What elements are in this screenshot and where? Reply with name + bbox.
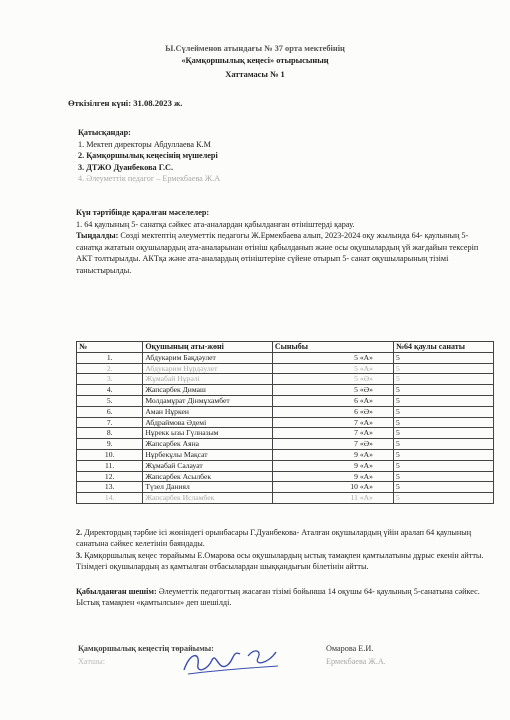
chair-name: Омарова Е.И. (326, 644, 374, 653)
table-row (77, 385, 494, 396)
row-number: 5. (77, 395, 143, 406)
decision-paragraph (76, 586, 500, 609)
row-number: 11. (77, 460, 143, 471)
student-category: 5 (393, 471, 493, 482)
student-category: 5 (393, 352, 493, 363)
students-table (76, 341, 494, 504)
student-class: 6 «Ә» (272, 406, 393, 417)
table-row (77, 449, 494, 460)
student-name: Жапсарбек Исламбек (143, 493, 273, 504)
paragraph-2-text: Директордың тәрбие ісі жөніндегі орынбасары Г.Дуанбекова- Аталған оқушылардың үйін аралап 64 қаулының санатына сәйкес келетінін баяндады. (76, 528, 472, 549)
student-category: 5 (393, 395, 493, 406)
table-row (77, 482, 494, 493)
table-row (77, 417, 494, 428)
student-name: Нұрекк ызы Гүлназым (143, 428, 273, 439)
heard-label: Тыңдалды: (76, 231, 119, 241)
decision-text: Әлеуметтік педагогтың жасаған тізімі бойынша 14 оқушы 64- қаулының 5-санатына сәйкес. Ыстық тамақпен «қамтылсын» деп шешілді. (76, 587, 480, 608)
table-row (77, 374, 494, 385)
secretary-name: Ермекбаева Ж.А. (326, 657, 386, 666)
student-class: 7 «А» (272, 417, 393, 428)
student-category: 5 (393, 449, 493, 460)
row-number: 6. (77, 406, 143, 417)
participants-section (78, 127, 220, 185)
student-name: Жұмабай Салауат (143, 460, 273, 471)
agenda-title: Күн тәртібінде қаралған мәселелер: (76, 208, 210, 217)
student-name: Жапсарбек Димаш (143, 385, 273, 396)
student-category: 5 (393, 439, 493, 450)
paragraph-2 (76, 527, 500, 550)
row-number: 14. (77, 493, 143, 504)
student-class: 10 «А» (272, 482, 393, 493)
row-number: 13. (77, 482, 143, 493)
table-row (77, 363, 494, 374)
student-name: Абдукарим Нұрдәулет (143, 363, 273, 374)
paragraph-3 (76, 550, 500, 573)
table-row (77, 493, 494, 504)
student-class: 9 «А» (272, 460, 393, 471)
paragraph-3-number: 3. (76, 551, 83, 560)
student-class: 9 «А» (272, 449, 393, 460)
student-class: 7 «Ә» (272, 439, 393, 450)
row-number: 9. (77, 439, 143, 450)
student-category: 5 (393, 482, 493, 493)
paragraph-3-text: Қамқоршылық кеңес төрайымы Е.Омарова осы оқушылардың ыстық тамақпен қамтылатыны дұрыс екенін айтты. Тізімдегі оқушылардың аз қамтылған отбасылардан шыққандығын білетінін айтты. (76, 551, 484, 572)
student-category: 5 (393, 493, 493, 504)
student-category: 5 (393, 460, 493, 471)
student-category: 5 (393, 428, 493, 439)
student-class: 9 «А» (272, 471, 393, 482)
agenda-heard (76, 230, 494, 276)
student-name: Жұмабай Нұрәлі (143, 374, 273, 385)
row-number: 7. (77, 417, 143, 428)
row-number: 3. (77, 374, 143, 385)
council-meeting-title: «Қамқоршылық кеңесі» отырысының (181, 56, 329, 65)
meeting-date: Өткізілген күні: 31.08.2023 ж. (68, 98, 183, 108)
row-number: 2. (77, 363, 143, 374)
student-name: Түзел Даниял (143, 482, 273, 493)
chair-title: Қамқоршылық кеңестің төрайымы: (78, 644, 214, 653)
student-class: 5 «Ә» (272, 385, 393, 396)
row-number: 8. (77, 428, 143, 439)
row-number: 1. (77, 352, 143, 363)
student-category: 5 (393, 374, 493, 385)
participants-title: Қатысқандар: (78, 128, 131, 137)
table-row (77, 439, 494, 450)
participant-item: 4. Әлеуметтік педагог – Ермекбаева Ж.А (78, 174, 221, 183)
student-name: Абдраймова Әдемі (143, 417, 273, 428)
student-name: Абдукарим Бақдәулет (143, 352, 273, 363)
student-category: 5 (393, 363, 493, 374)
table-row (77, 395, 494, 406)
row-number: 10. (77, 449, 143, 460)
student-name: Жапсарбек Аяна (143, 439, 273, 450)
participant-item: 1. Мектеп директоры Абдуллаева К.М (78, 139, 211, 149)
row-number: 4. (77, 385, 143, 396)
paragraph-2-number: 2. (76, 528, 83, 537)
table-row (77, 428, 494, 439)
student-class: 6 «А» (272, 395, 393, 406)
table-row (77, 471, 494, 482)
student-class: 5 «А» (272, 363, 393, 374)
decision-label: Қабылданған шешім: (76, 587, 157, 596)
agenda-item: 1. 64 қаулының 5- санатқа сәйкес ата-аналардан қабылданған өтініштерді қарау. (76, 219, 355, 229)
student-name: Аман Нұркен (143, 406, 273, 417)
handwritten-signature-image (178, 640, 288, 680)
col-category-header: №64 қаулы санаты (393, 342, 493, 353)
table-row (77, 352, 494, 363)
col-number-header: № (77, 342, 143, 353)
table-row (77, 460, 494, 471)
protocol-number: Хаттамасы № 1 (225, 70, 285, 79)
student-class: 5 «А» (272, 352, 393, 363)
students-table-body (77, 352, 494, 503)
table-header-row (77, 342, 494, 353)
table-row (77, 406, 494, 417)
secretary-title: Хатшы: (78, 657, 105, 666)
student-category: 5 (393, 417, 493, 428)
student-class: 11 «А» (272, 493, 393, 504)
student-name: Жапсарбек Асылбек (143, 471, 273, 482)
participant-item: 2. Қамқоршылық кеңесінің мүшелері (78, 151, 218, 160)
col-class-header: Сыныбы (272, 342, 393, 353)
student-class: 5 «Ә» (272, 374, 393, 385)
student-name: Нұрбекұлы Мақсат (143, 449, 273, 460)
student-name: Молдамұрат Дінмұхамбет (143, 395, 273, 406)
student-category: 5 (393, 385, 493, 396)
heard-text: Сөзді мектептің әлеуметтік педагогы Ж.Ермекбаева алып, 2023-2024 оқу жылында 64- қаулының 5- санатқа жататын оқушылардың ата-аналарынан өтініш қабылданып және осы оқушылардың үй жағдайын тексеріп АКТ толтырылды. АКТқа және ата-аналардың өтініштеріне сүйене отырып 5- санат оқушыларының тізімі таныстырылды. (76, 231, 479, 275)
student-class: 7 «А» (272, 428, 393, 439)
col-name-header: Оқушының аты-жөні (143, 342, 273, 353)
row-number: 12. (77, 471, 143, 482)
school-name: Ы.Сүлейменов атындағы № 37 орта мектебінің (165, 44, 345, 53)
agenda-section (76, 207, 494, 277)
student-category: 5 (393, 406, 493, 417)
participant-item: 3. ДТЖО Дуанбекова Г.С. (78, 162, 173, 172)
